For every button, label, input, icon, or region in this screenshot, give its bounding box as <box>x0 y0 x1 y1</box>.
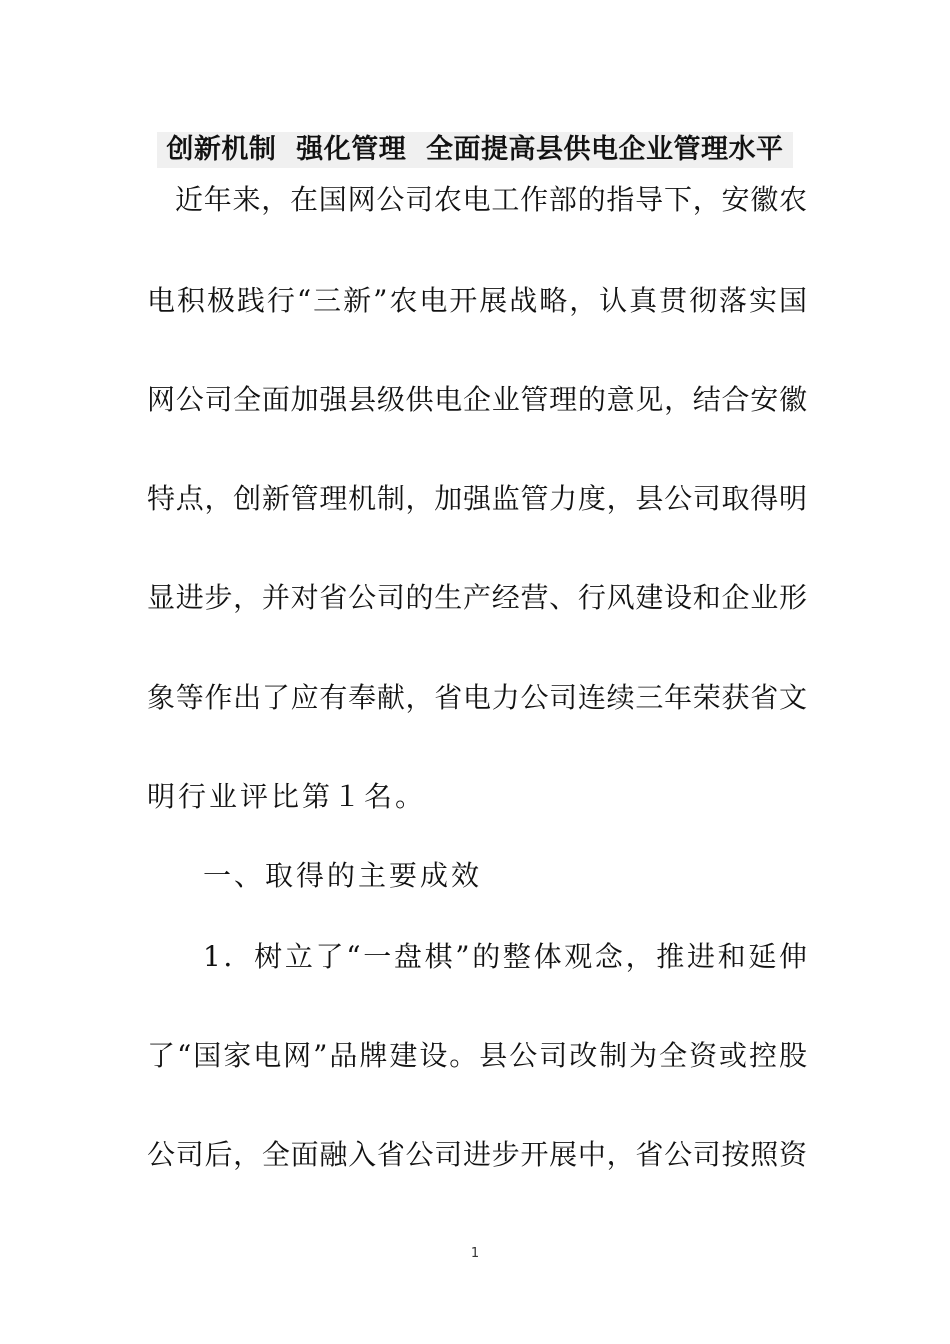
paragraph-line-4: 特点，创新管理机制，加强监管力度，县公司取得明 <box>147 482 807 515</box>
paragraph-line-7: 明行业评比第１名。 <box>147 780 427 813</box>
document-title: 创新机制 强化管理 全面提高县供电企业管理水平 <box>157 132 793 168</box>
paragraph-line-6: 象等作出了应有奉献，省电力公司连续三年荣获省文 <box>147 681 807 714</box>
paragraph-line-1: 近年来，在国网公司农电工作部的指导下，安徽农 <box>175 183 807 216</box>
paragraph-line-9: 了“国家电网”品牌建设。县公司改制为全资或控股 <box>147 1039 807 1072</box>
paragraph-line-10: 公司后，全面融入省公司进步开展中，省公司按照资 <box>147 1138 807 1171</box>
paragraph-line-2: 电积极践行“三新”农电开展战略，认真贯彻落实国 <box>147 284 807 317</box>
paragraph-line-5: 显进步，并对省公司的生产经营、行风建设和企业形 <box>147 581 807 614</box>
paragraph-line-3: 网公司全面加强县级供电企业管理的意见，结合安徽 <box>147 383 807 416</box>
page-number: 1 <box>470 1246 480 1261</box>
section-heading: 一、取得的主要成效 <box>203 859 483 892</box>
paragraph-line-8: 1．树立了“一盘棋”的整体观念，推进和延伸 <box>203 940 807 973</box>
